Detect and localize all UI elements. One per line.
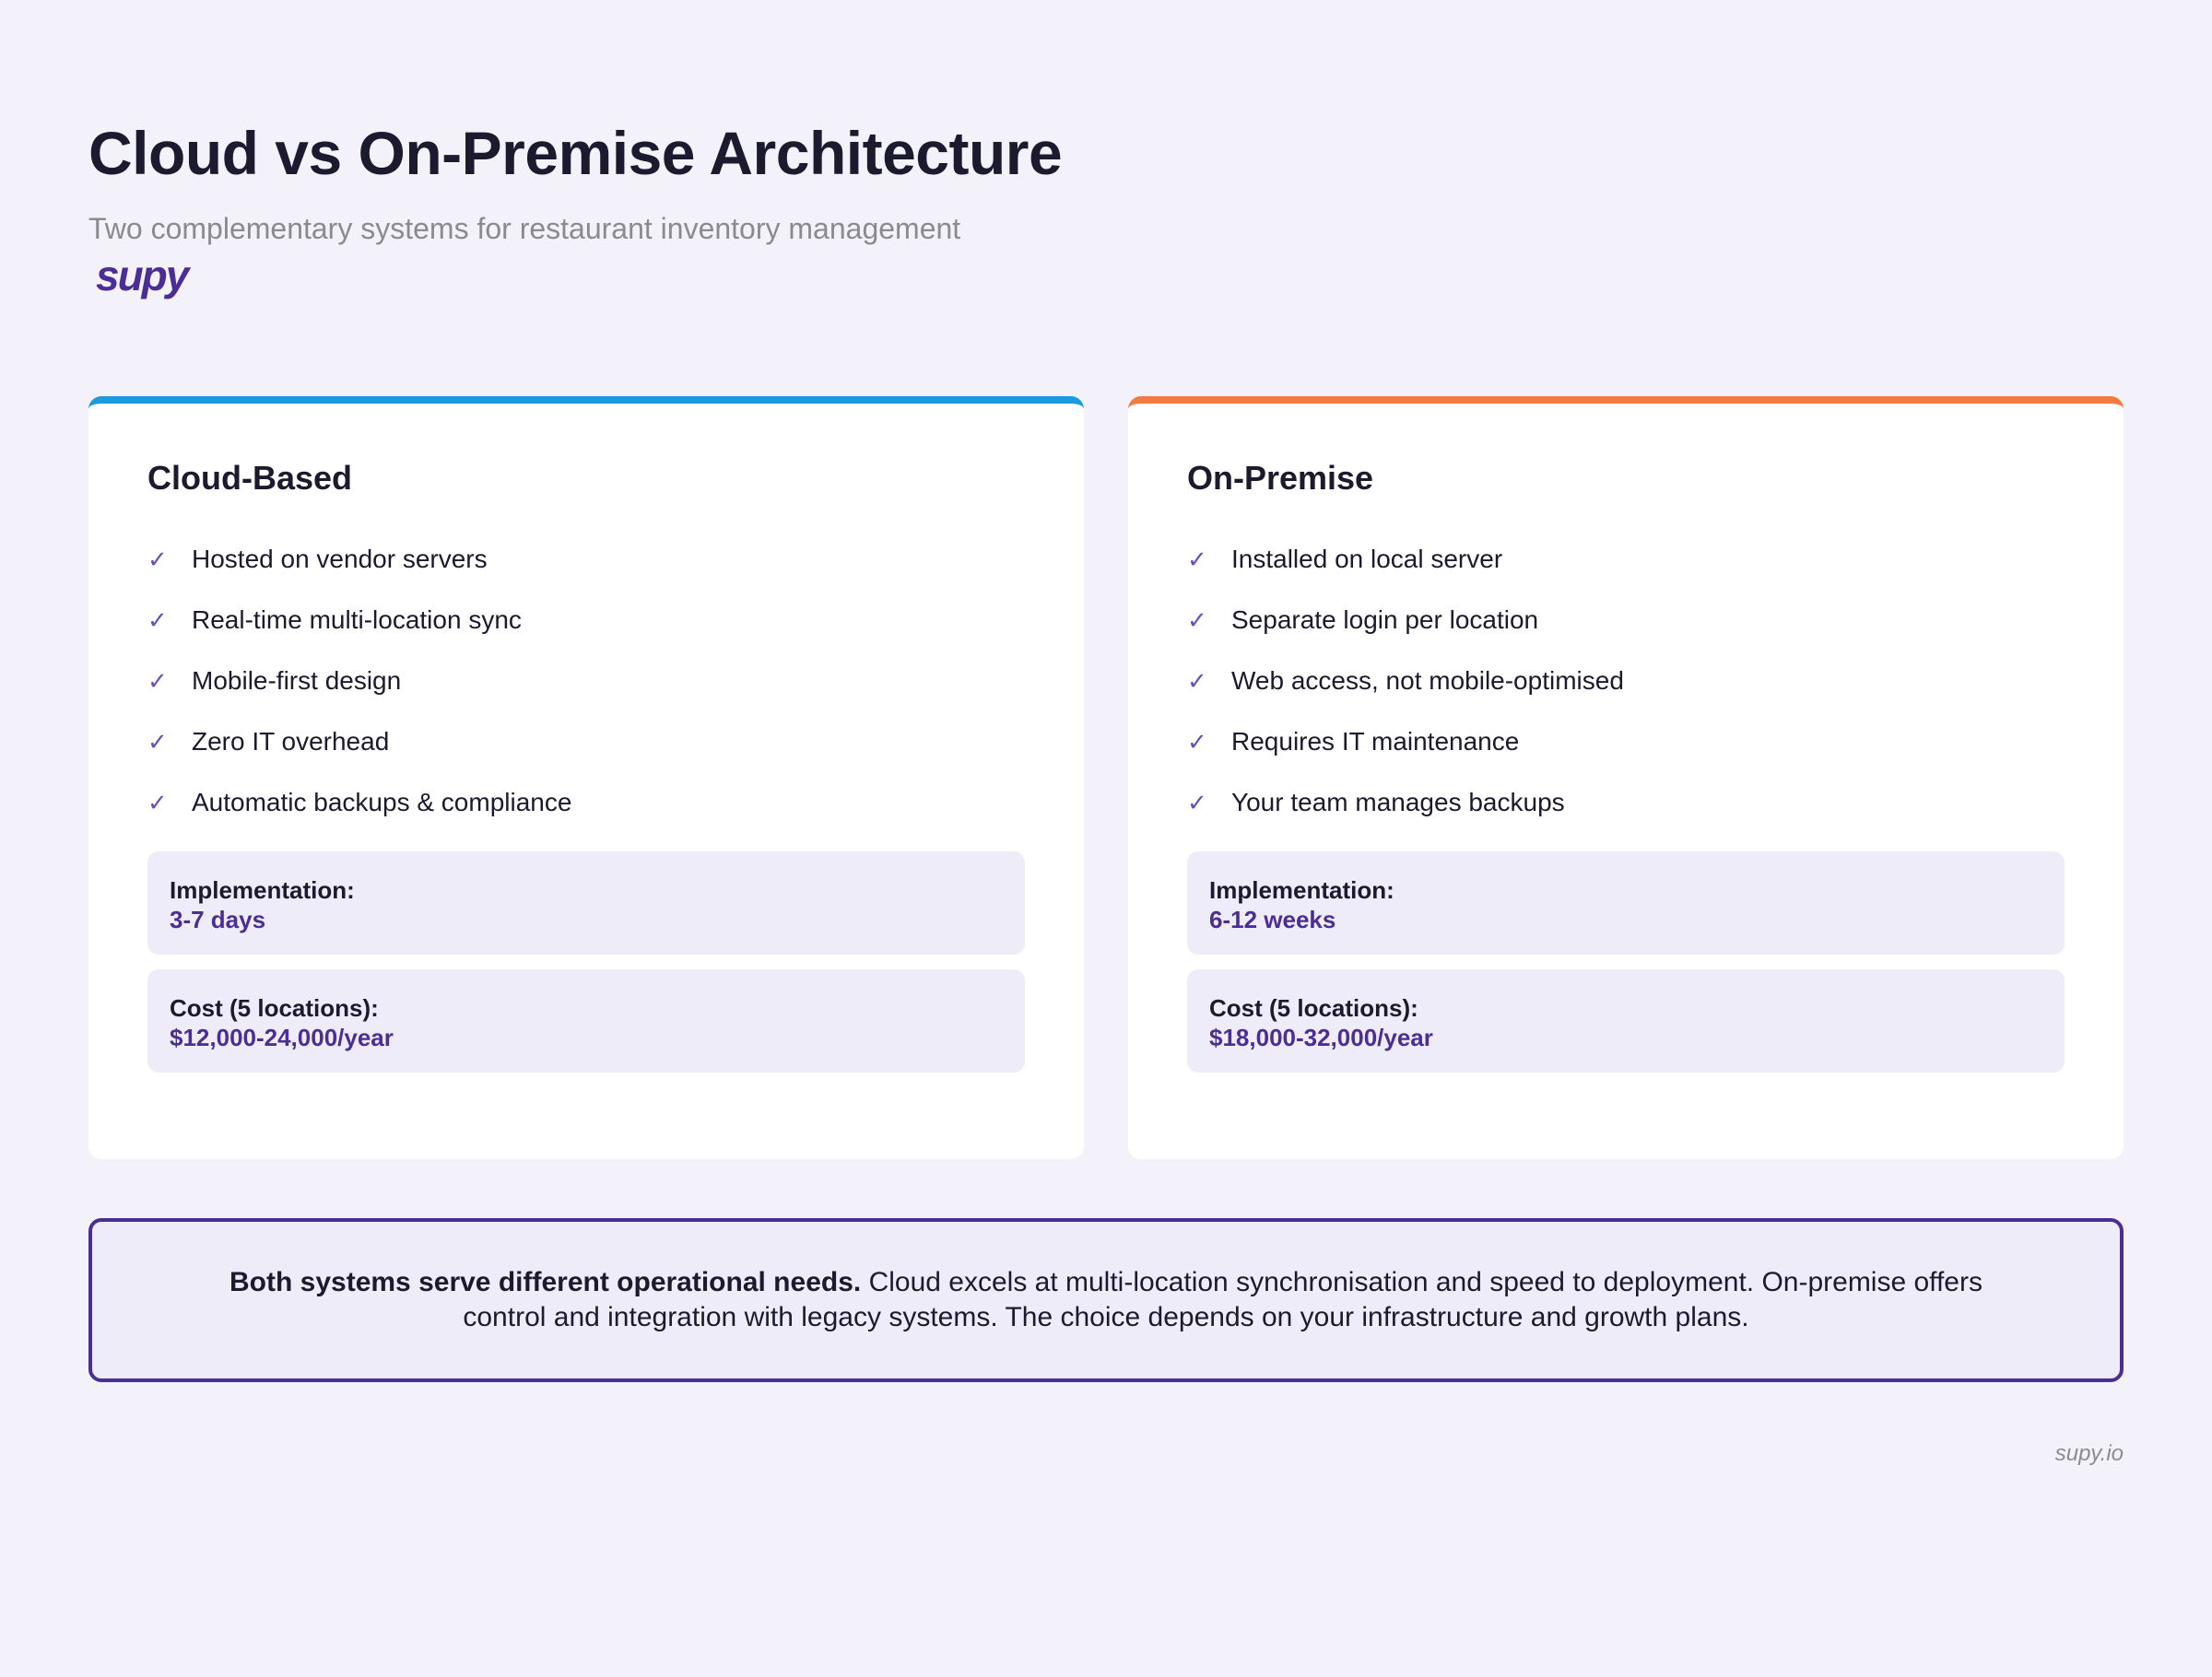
implementation-box (1187, 851, 2065, 955)
feature-text: Separate login per location (1231, 605, 1539, 634)
feature-text: Mobile-first design (192, 666, 402, 695)
feature-list (1187, 529, 2065, 833)
check-icon: ✓ (1187, 545, 1207, 573)
list-item (147, 772, 1025, 833)
footer-url: supy.io (2054, 1441, 2124, 1466)
feature-text: Real-time multi-location sync (192, 605, 522, 634)
implementation-value: 6-12 weeks (1209, 906, 1336, 933)
summary-text (184, 1265, 2028, 1335)
feature-text: Automatic backups & compliance (192, 788, 572, 816)
on-premise-card (1128, 396, 2124, 1159)
list-item (147, 711, 1025, 772)
feature-text: Zero IT overhead (192, 727, 390, 756)
cost-value: $18,000-32,000/year (1209, 1024, 1433, 1051)
list-item (1187, 711, 2065, 772)
list-item (147, 529, 1025, 590)
cloud-based-card (88, 396, 1084, 1159)
implementation-label: Implementation: (170, 876, 355, 904)
check-icon: ✓ (1187, 605, 1207, 634)
implementation-label: Implementation: (1209, 876, 1394, 904)
page-title: Cloud vs On-Premise Architecture (88, 119, 1063, 187)
check-icon: ✓ (147, 727, 168, 756)
list-item (1187, 651, 2065, 711)
implementation-box (147, 851, 1025, 955)
cost-label: Cost (5 locations): (170, 994, 379, 1022)
feature-text: Hosted on vendor servers (192, 545, 488, 573)
supy-logo: supy (96, 252, 188, 299)
cost-value: $12,000-24,000/year (170, 1024, 394, 1051)
check-icon: ✓ (147, 788, 168, 816)
check-icon: ✓ (1187, 788, 1207, 816)
cost-box (1187, 969, 2065, 1073)
check-icon: ✓ (147, 605, 168, 634)
feature-list (147, 529, 1025, 833)
list-item (1187, 529, 2065, 590)
list-item (147, 651, 1025, 711)
check-icon: ✓ (147, 545, 168, 573)
card-title: Cloud-Based (147, 459, 353, 497)
summary-bold: Both systems serve different operational needs. (229, 1267, 862, 1297)
list-item (1187, 590, 2065, 651)
cost-box (147, 969, 1025, 1073)
list-item (147, 590, 1025, 651)
cost-label: Cost (5 locations): (1209, 994, 1418, 1022)
list-item (1187, 772, 2065, 833)
feature-text: Web access, not mobile-optimised (1231, 666, 1624, 695)
check-icon: ✓ (147, 666, 168, 695)
implementation-value: 3-7 days (170, 906, 266, 933)
feature-text: Installed on local server (1231, 545, 1503, 573)
feature-text: Requires IT maintenance (1231, 727, 1520, 756)
page-subtitle: Two complementary systems for restaurant inventory management (88, 212, 961, 245)
card-title: On-Premise (1187, 459, 1374, 497)
check-icon: ✓ (1187, 666, 1207, 695)
summary-box (88, 1218, 2124, 1382)
summary-body: Cloud excels at multi-location synchronisation and speed to deployment. On-premise offers control and integration with legacy systems. The choice depends on your infrastructure and growth plans. (463, 1267, 1983, 1332)
check-icon: ✓ (1187, 727, 1207, 756)
feature-text: Your team manages backups (1231, 788, 1565, 816)
